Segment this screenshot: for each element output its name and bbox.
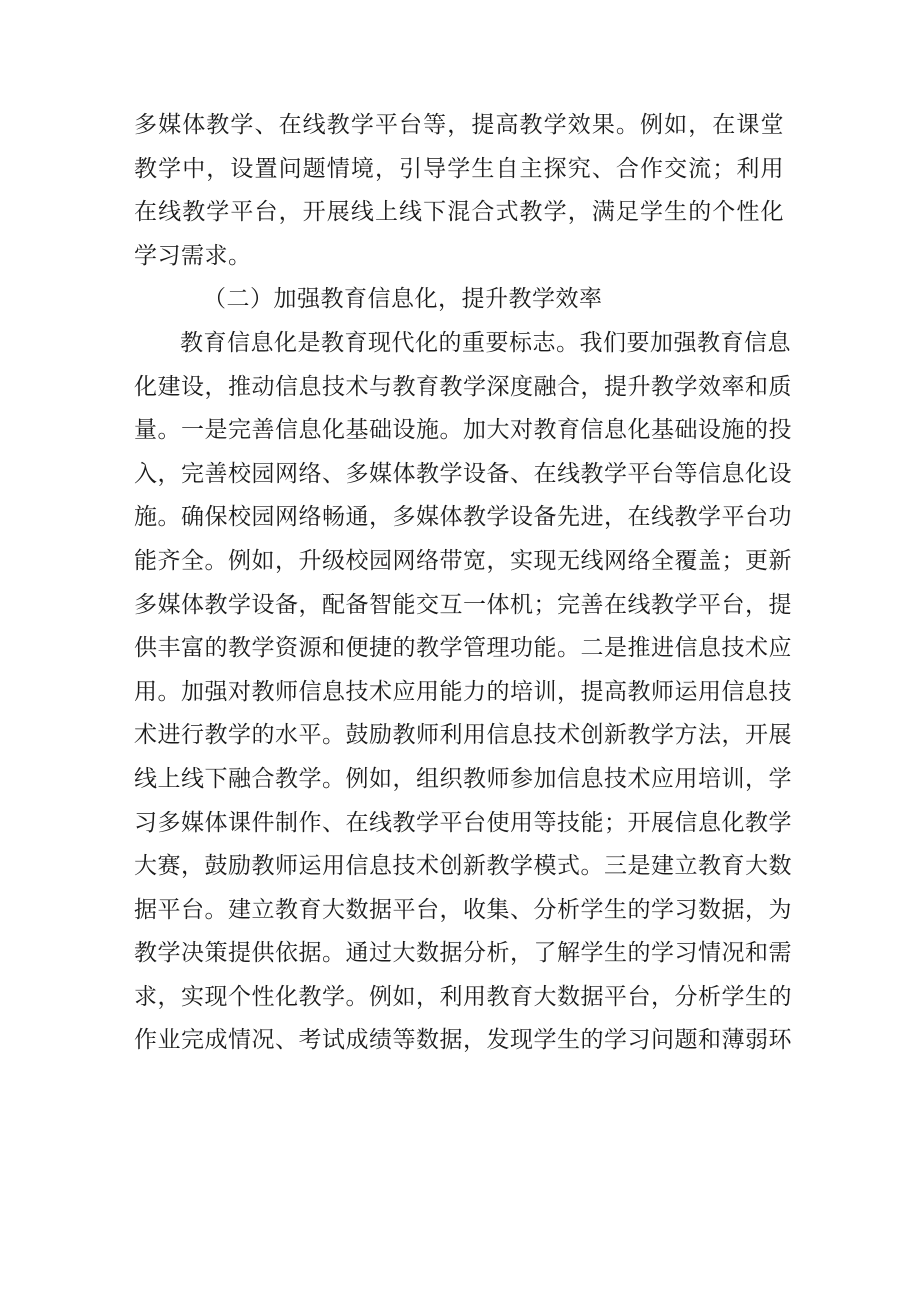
- paragraph-line: 线上线下融合教学。例如，组织教师参加信息技术应用培训，学: [134, 765, 792, 792]
- section-heading: （二）加强教育信息化，提升教学效率: [203, 286, 603, 313]
- paragraph-line: 学习需求。: [134, 242, 252, 269]
- paragraph-line: 量。一是完善信息化基础设施。加大对教育信息化基础设施的投: [134, 417, 792, 444]
- paragraph-line: 能齐全。例如，升级校园网络带宽，实现无线网络全覆盖；更新: [134, 547, 792, 574]
- paragraph-line: 教学中，设置问题情境，引导学生自主探究、合作交流；利用: [134, 155, 784, 182]
- paragraph-line: 据平台。建立教育大数据平台，收集、分析学生的学习数据，为: [134, 896, 792, 923]
- body-text: [134, 104, 792, 1063]
- paragraph-line: 习多媒体课件制作、在线教学平台使用等技能；开展信息化教学: [134, 809, 792, 836]
- paragraph-line: 教学决策提供依据。通过大数据分析，了解学生的学习情况和需: [134, 940, 792, 967]
- paragraph-line: 作业完成情况、考试成绩等数据，发现学生的学习问题和薄弱环: [134, 1027, 792, 1054]
- paragraph-line: 多媒体教学、在线教学平台等，提高教学效果。例如，在课堂: [134, 112, 784, 138]
- paragraph-line: 多媒体教学设备，配备智能交互一体机；完善在线教学平台，提: [134, 591, 792, 618]
- paragraph-line: 施。确保校园网络畅通，多媒体教学设备先进，在线教学平台功: [134, 504, 792, 531]
- paragraph-line: 在线教学平台，开展线上线下混合式教学，满足学生的个性化: [134, 199, 784, 226]
- paragraph-line: 术进行教学的水平。鼓励教师利用信息技术创新教学方法，开展: [134, 722, 792, 749]
- paragraph-line: 大赛，鼓励教师运用信息技术创新教学模式。三是建立教育大数: [134, 853, 792, 880]
- paragraph-line: 求，实现个性化教学。例如，利用教育大数据平台，分析学生的: [134, 983, 792, 1010]
- paragraph-line: 教育信息化是教育现代化的重要标志。我们要加强教育信息: [180, 329, 791, 356]
- paragraph-line: 入，完善校园网络、多媒体教学设备、在线教学平台等信息化设: [134, 460, 792, 487]
- paragraph-line: 用。加强对教师信息技术应用能力的培训，提高教师运用信息技: [134, 678, 792, 705]
- paragraph-line: 化建设，推动信息技术与教育教学深度融合，提升教学效率和质: [134, 373, 792, 400]
- paragraph-line: 供丰富的教学资源和便捷的教学管理功能。二是推进信息技术应: [134, 635, 792, 662]
